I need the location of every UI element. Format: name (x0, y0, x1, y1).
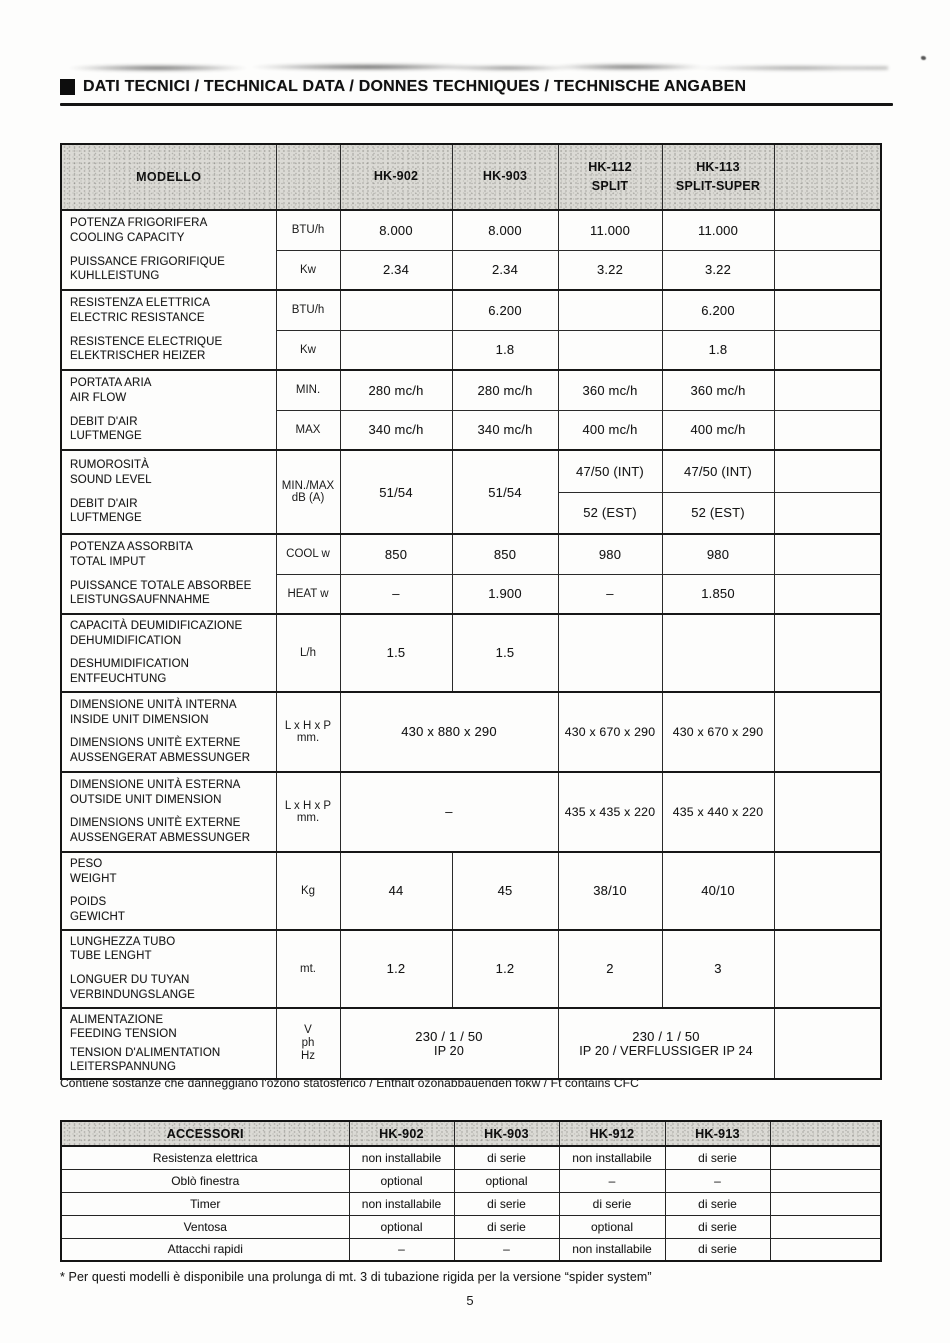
value-cell: 340 mc/h (452, 410, 558, 450)
accessories-header-row (61, 1121, 881, 1146)
empty-cell (774, 614, 881, 692)
row-cooling-capacity-btu (61, 210, 881, 250)
header-model-hk903: HK-903 (452, 144, 558, 210)
value-cell: 8.000 (340, 210, 452, 250)
value-cell: 1.8 (452, 330, 558, 370)
row-tube-length (61, 930, 881, 1008)
empty-cell (770, 1215, 881, 1238)
header-model-hk912: HK-912 (559, 1121, 665, 1146)
label-inside-dimension: DIMENSIONE UNITÀ INTERNA INSIDE UNIT DIMENSION DIMENSIONS UNITÈ EXTERNE AUSSENGERAT ABMESSUNGER (61, 692, 276, 772)
value-cell-merged: 51/54 (452, 450, 558, 534)
value-cell: 430 x 670 x 290 (662, 692, 774, 772)
accessory-label: Resistenza elettrica (61, 1146, 349, 1169)
accessory-value: – (559, 1169, 665, 1192)
value-cell-span: – (340, 772, 558, 852)
section-title (60, 78, 746, 96)
unit-cell: Kw (276, 250, 340, 290)
accessory-row-resistenza (61, 1146, 881, 1169)
unit-cell: Kg (276, 852, 340, 930)
title-square-bullet-icon (60, 79, 75, 95)
value-cell: 11.000 (662, 210, 774, 250)
row-feeding-tension (61, 1008, 881, 1079)
accessory-label: Oblò finestra (61, 1169, 349, 1192)
label-total-input: POTENZA ASSORBITA TOTAL IMPUT PUISSANCE TOTALE ABSORBEE LEISTUNGSAUFNNAHME (61, 534, 276, 614)
empty-cell (774, 534, 881, 574)
accessory-value: di serie (665, 1238, 770, 1261)
ink-speck (921, 56, 926, 60)
accessory-value: optional (349, 1215, 454, 1238)
scan-smear-artifact (38, 62, 888, 74)
accessory-value: di serie (665, 1215, 770, 1238)
value-cell: 44 (340, 852, 452, 930)
unit-cell: mt. (276, 930, 340, 1008)
label-tube-length: LUNGHEZZA TUBO TUBE LENGHT LONGUER DU TUYAN VERBINDUNGSLANGE (61, 930, 276, 1008)
empty-cell (774, 852, 881, 930)
value-cell: 3 (662, 930, 774, 1008)
value-cell: 435 x 435 x 220 (558, 772, 662, 852)
accessory-value: non installabile (559, 1146, 665, 1169)
models-footnote: * Per questi modelli è disponibile una prolunga di mt. 3 di tubazione rigida per la versione “spider system” (60, 1270, 652, 1284)
accessory-row-ventosa (61, 1215, 881, 1238)
value-cell: 47/50 (INT) (662, 450, 774, 492)
empty-cell (774, 410, 881, 450)
value-cell: 400 mc/h (662, 410, 774, 450)
empty-cell (774, 330, 881, 370)
accessory-value: – (665, 1169, 770, 1192)
value-cell (662, 614, 774, 692)
header-modello: MODELLO (61, 144, 276, 210)
empty-cell (774, 210, 881, 250)
value-cell: 850 (452, 534, 558, 574)
header-trailing-blank (774, 144, 881, 210)
accessory-value: – (454, 1238, 559, 1261)
row-dehumidification (61, 614, 881, 692)
page-title: DATI TECNICI / TECHNICAL DATA / DONNES TECHNIQUES / TECHNISCHE ANGABEN (83, 78, 747, 95)
model-variant: SPLIT-SUPER (675, 179, 761, 193)
accessory-value: non installabile (349, 1146, 454, 1169)
unit-cell-minmax-dba: MIN./MAX dB (A) (276, 450, 340, 534)
value-cell-merged: 51/54 (340, 450, 452, 534)
value-cell: 52 (EST) (558, 492, 662, 534)
empty-cell (770, 1192, 881, 1215)
label-feeding-tension: ALIMENTAZIONE FEEDING TENSION TENSION D'ALIMENTATION LEITERSPANNUNG (61, 1008, 276, 1079)
unit-cell: HEAT w (276, 574, 340, 614)
value-cell: 2.34 (340, 250, 452, 290)
empty-cell (770, 1238, 881, 1261)
header-accessori: ACCESSORI (61, 1121, 349, 1146)
value-cell: 6.200 (452, 290, 558, 330)
value-cell (558, 330, 662, 370)
empty-cell (774, 492, 881, 534)
empty-cell (770, 1146, 881, 1169)
value-cell: 980 (558, 534, 662, 574)
accessory-row-timer (61, 1192, 881, 1215)
technical-data-table (60, 143, 882, 1080)
header-trailing-blank (770, 1121, 881, 1146)
value-cell: 980 (662, 534, 774, 574)
value-cell: 1.2 (340, 930, 452, 1008)
empty-cell (774, 290, 881, 330)
empty-cell (774, 1008, 881, 1079)
value-cell: 1.5 (452, 614, 558, 692)
accessory-value: optional (454, 1169, 559, 1192)
unit-cell-lhp: L x H x P mm. (276, 772, 340, 852)
unit-cell-v-ph-hz: V ph Hz (276, 1008, 340, 1079)
empty-cell (774, 250, 881, 290)
label-weight: PESO WEIGHT POIDS GEWICHT (61, 852, 276, 930)
label-air-flow: PORTATA ARIA AIR FLOW DEBIT D'AIR LUFTMENGE (61, 370, 276, 450)
model-name: HK-113 (696, 159, 740, 174)
accessory-value: di serie (454, 1146, 559, 1169)
row-sound-level-top (61, 450, 881, 492)
value-cell: 1.2 (452, 930, 558, 1008)
value-cell: 45 (452, 852, 558, 930)
empty-cell (774, 692, 881, 772)
value-cell (340, 290, 452, 330)
accessory-value: non installabile (559, 1238, 665, 1261)
value-cell: 3.22 (558, 250, 662, 290)
cfc-footnote: Contiene sostanze che danneggiano l'ozono statosferico / Enthalt ozonabbauenden fokw / Ft contains CFC (60, 1076, 639, 1090)
label-electric-resistance: RESISTENZA ELETTRICA ELECTRIC RESISTANCE RESISTENCE ELECTRIQUE ELEKTRISCHER HEIZER (61, 290, 276, 370)
value-cell: – (558, 574, 662, 614)
value-cell: 1.8 (662, 330, 774, 370)
unit-cell: COOL w (276, 534, 340, 574)
row-air-flow-min (61, 370, 881, 410)
label-outside-dimension: DIMENSIONE UNITÀ ESTERNA OUTSIDE UNIT DIMENSION DIMENSIONS UNITÈ EXTERNE AUSSENGERAT ABMESSUNGER (61, 772, 276, 852)
value-cell: 430 x 670 x 290 (558, 692, 662, 772)
accessory-value: non installabile (349, 1192, 454, 1215)
header-unit-blank (276, 144, 340, 210)
value-cell (558, 290, 662, 330)
header-model-hk113 (662, 144, 774, 210)
value-cell: 340 mc/h (340, 410, 452, 450)
value-cell: 6.200 (662, 290, 774, 330)
header-model-hk112 (558, 144, 662, 210)
header-model-hk902: HK-902 (340, 144, 452, 210)
unit-cell: L/h (276, 614, 340, 692)
value-cell: 435 x 440 x 220 (662, 772, 774, 852)
header-model-hk902: HK-902 (349, 1121, 454, 1146)
value-cell: 400 mc/h (558, 410, 662, 450)
unit-cell-lhp: L x H x P mm. (276, 692, 340, 772)
model-variant: SPLIT (591, 179, 629, 193)
value-cell: 1.5 (340, 614, 452, 692)
value-cell: 1.900 (452, 574, 558, 614)
accessory-value: di serie (665, 1146, 770, 1169)
label-sound-level: RUMOROSITÀ SOUND LEVEL DEBIT D'AIR LUFTMENGE (61, 450, 276, 534)
accessory-row-oblo (61, 1169, 881, 1192)
value-cell-power-left: 230 / 1 / 50 IP 20 (340, 1008, 558, 1079)
accessory-value: di serie (665, 1192, 770, 1215)
empty-cell (774, 772, 881, 852)
value-cell: 47/50 (INT) (558, 450, 662, 492)
row-weight (61, 852, 881, 930)
value-cell (340, 330, 452, 370)
row-electric-resistance-btu (61, 290, 881, 330)
header-model-hk913: HK-913 (665, 1121, 770, 1146)
value-cell: 40/10 (662, 852, 774, 930)
empty-cell (774, 450, 881, 492)
accessory-label: Ventosa (61, 1215, 349, 1238)
value-cell: 360 mc/h (662, 370, 774, 410)
empty-cell (770, 1169, 881, 1192)
accessory-value: optional (559, 1215, 665, 1238)
unit-cell: BTU/h (276, 290, 340, 330)
row-total-input-cool (61, 534, 881, 574)
unit-cell: MIN. (276, 370, 340, 410)
value-cell: 1.850 (662, 574, 774, 614)
main-header-row (61, 144, 881, 210)
unit-cell: MAX (276, 410, 340, 450)
model-name: HK-112 (588, 159, 632, 174)
value-cell: 280 mc/h (340, 370, 452, 410)
accessory-row-attacchi (61, 1238, 881, 1261)
label-cooling-capacity: POTENZA FRIGORIFERA COOLING CAPACITY PUISSANCE FRIGORIFIQUE KUHLLEISTUNG (61, 210, 276, 290)
empty-cell (774, 574, 881, 614)
value-cell: 2 (558, 930, 662, 1008)
value-cell: – (340, 574, 452, 614)
accessory-value: di serie (559, 1192, 665, 1215)
value-cell: 52 (EST) (662, 492, 774, 534)
value-cell: 11.000 (558, 210, 662, 250)
unit-cell: Kw (276, 330, 340, 370)
value-cell: 360 mc/h (558, 370, 662, 410)
value-cell (558, 614, 662, 692)
page-number: 5 (466, 1293, 474, 1308)
label-dehumidification: CAPACITÀ DEUMIDIFICAZIONE DEHUMIDIFICATION DESHUMIDIFICATION ENTFEUCHTUNG (61, 614, 276, 692)
value-cell: 38/10 (558, 852, 662, 930)
row-inside-dimension (61, 692, 881, 772)
value-cell: 2.34 (452, 250, 558, 290)
accessory-label: Timer (61, 1192, 349, 1215)
value-cell: 8.000 (452, 210, 558, 250)
value-cell-span: 430 x 880 x 290 (340, 692, 558, 772)
accessory-value: di serie (454, 1215, 559, 1238)
empty-cell (774, 930, 881, 1008)
unit-cell: BTU/h (276, 210, 340, 250)
value-cell-power-right: 230 / 1 / 50 IP 20 / VERFLUSSIGER IP 24 (558, 1008, 774, 1079)
header-model-hk903: HK-903 (454, 1121, 559, 1146)
value-cell: 850 (340, 534, 452, 574)
accessory-value: – (349, 1238, 454, 1261)
accessory-value: di serie (454, 1192, 559, 1215)
accessories-table (60, 1120, 882, 1262)
accessory-label: Attacchi rapidi (61, 1238, 349, 1261)
accessory-value: optional (349, 1169, 454, 1192)
value-cell: 280 mc/h (452, 370, 558, 410)
empty-cell (774, 370, 881, 410)
title-underline (60, 103, 893, 106)
value-cell: 3.22 (662, 250, 774, 290)
row-outside-dimension (61, 772, 881, 852)
